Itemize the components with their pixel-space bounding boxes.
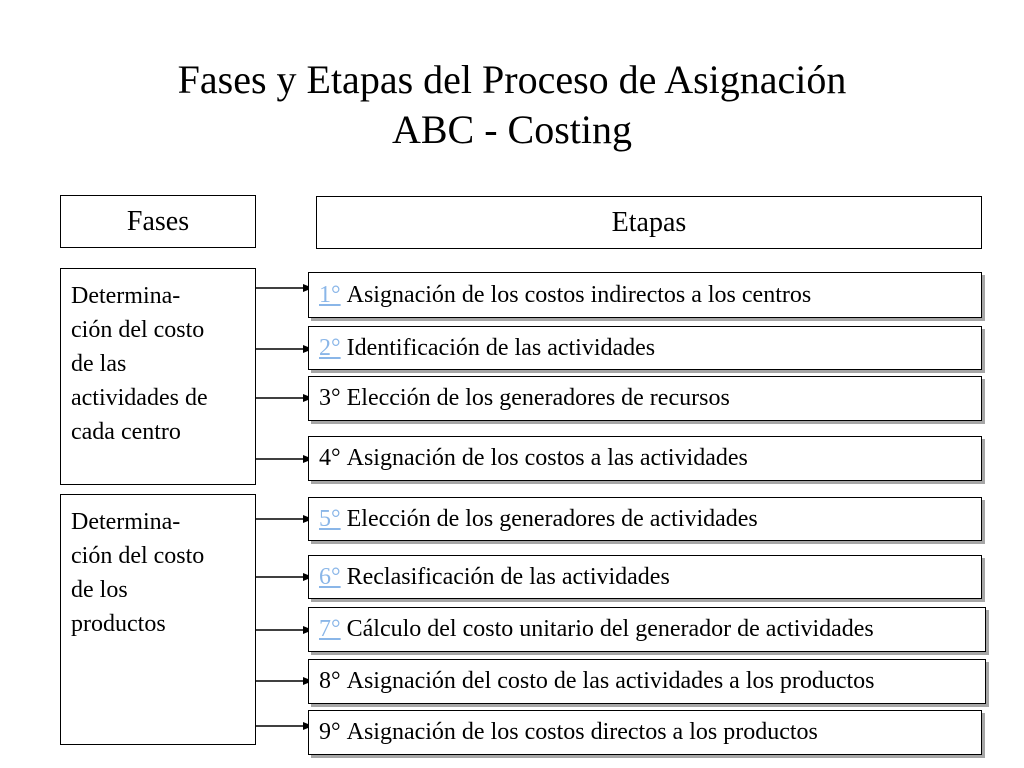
phase-1-line: cada centro bbox=[71, 419, 181, 445]
step-3-number: 3° bbox=[319, 385, 341, 411]
step-2-number[interactable]: 2° bbox=[319, 334, 341, 361]
step-2-label: Identificación de las actividades bbox=[346, 334, 656, 361]
phase-1-line: ción del costo bbox=[71, 317, 205, 343]
step-8-number: 8° bbox=[319, 668, 341, 694]
step-box-2 bbox=[308, 326, 982, 370]
step-box-3 bbox=[308, 376, 982, 421]
step-1-label: Asignación de los costos indirectos a los centros bbox=[346, 281, 812, 308]
step-box-6 bbox=[308, 555, 982, 599]
step-3-label: Elección de los generadores de recursos bbox=[346, 385, 730, 411]
step-box-9 bbox=[308, 710, 982, 755]
step-4-label: Asignación de los costos a las actividades bbox=[346, 445, 748, 471]
header-fases-label: Fases bbox=[126, 205, 190, 237]
step-1-number[interactable]: 1° bbox=[319, 281, 341, 308]
phase-1-line: Determina- bbox=[71, 283, 181, 309]
step-box-7 bbox=[308, 607, 986, 652]
step-6-label: Reclasificación de las actividades bbox=[346, 563, 670, 590]
header-etapas-label: Etapas bbox=[611, 206, 687, 238]
step-6-number[interactable]: 6° bbox=[319, 563, 341, 590]
step-7-label: Cálculo del costo unitario del generador de actividades bbox=[346, 616, 874, 642]
phase-1-line: actividades de bbox=[71, 385, 208, 411]
title-line-2: ABC - Costing bbox=[391, 107, 633, 152]
step-box-5 bbox=[308, 497, 982, 541]
step-box-4 bbox=[308, 436, 982, 481]
step-9-number: 9° bbox=[319, 719, 341, 745]
phase-1-line: de las bbox=[71, 351, 127, 377]
step-7-number[interactable]: 7° bbox=[319, 616, 341, 642]
step-box-8 bbox=[308, 659, 986, 704]
phase-2-line: ción del costo bbox=[71, 543, 205, 569]
phase-2-line: de los bbox=[71, 577, 128, 603]
step-5-number[interactable]: 5° bbox=[319, 505, 341, 532]
title-line-1: Fases y Etapas del Proceso de Asignación bbox=[177, 57, 847, 102]
step-box-1 bbox=[308, 272, 982, 318]
step-5-label: Elección de los generadores de actividades bbox=[346, 505, 758, 532]
step-8-label: Asignación del costo de las actividades a los productos bbox=[346, 668, 875, 694]
step-4-number: 4° bbox=[319, 445, 341, 471]
step-9-label: Asignación de los costos directos a los productos bbox=[346, 719, 818, 745]
phase-2-line: Determina- bbox=[71, 509, 181, 535]
phase-2-line: productos bbox=[71, 611, 166, 637]
